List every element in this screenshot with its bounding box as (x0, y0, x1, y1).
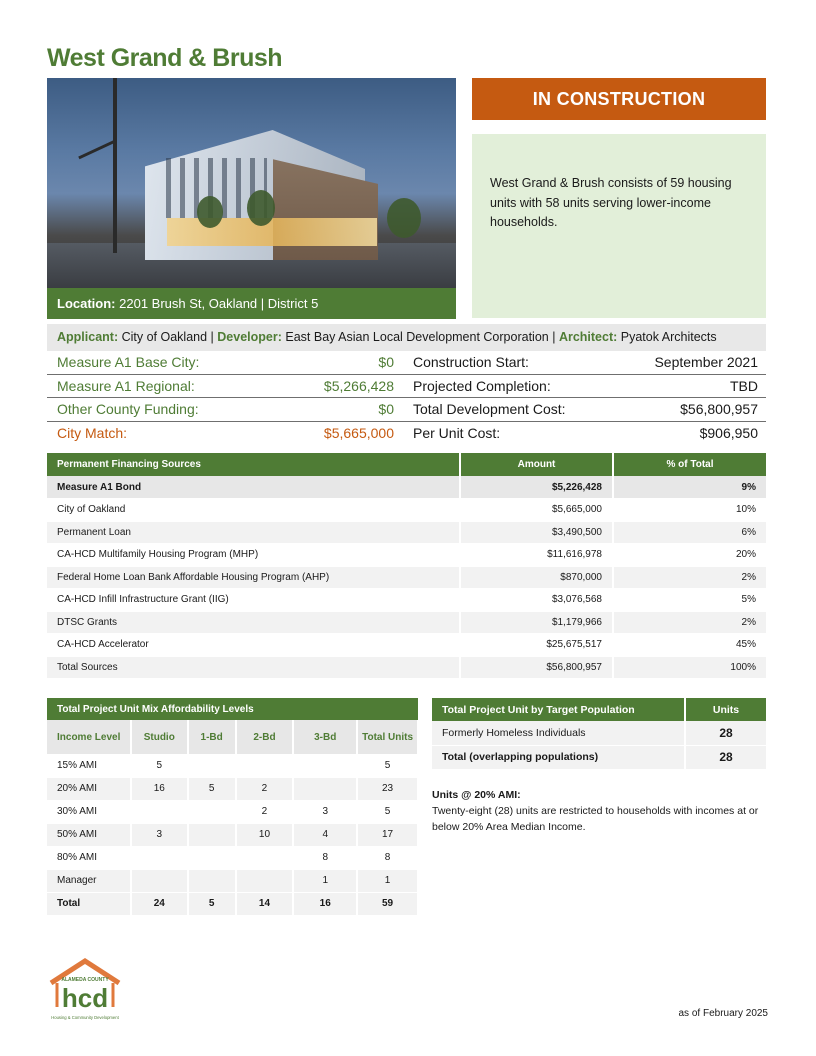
architect-label: Architect: (558, 330, 618, 344)
unit-mix-cell (293, 754, 357, 777)
financing-cell-pct: 10% (613, 499, 766, 522)
unit-mix-cell: 80% AMI (47, 846, 131, 869)
unit-mix-cell: 20% AMI (47, 777, 131, 800)
unit-mix-cell: 5 (131, 754, 188, 777)
unit-mix-cell: 3 (293, 800, 357, 823)
other-county-label: Other County Funding: (57, 401, 199, 417)
base-city-value: $0 (378, 354, 394, 370)
location-value: 2201 Brush St, Oakland | District 5 (119, 296, 319, 311)
architect-value: Pyatok Architects (620, 330, 717, 344)
logo-mark: hcd (61, 983, 109, 1013)
unit-mix-cell (188, 800, 236, 823)
separator: | (210, 330, 214, 344)
population-label: Formerly Homeless Individuals (432, 721, 685, 745)
population-label: Total (overlapping populations) (432, 745, 685, 769)
unit-mix-cell: 30% AMI (47, 800, 131, 823)
unit-mix-cell: 50% AMI (47, 823, 131, 846)
unit-mix-cell (131, 869, 188, 892)
financing-row (47, 499, 766, 522)
unit-mix-cell: 17 (357, 823, 418, 846)
financing-cell-pct: 2% (613, 611, 766, 634)
regional-label: Measure A1 Regional: (57, 377, 195, 394)
unit-mix-cell: 24 (131, 892, 188, 915)
funding-summary (47, 351, 766, 445)
financing-cell-amount: $5,665,000 (460, 499, 613, 522)
financing-cell-pct: 2% (613, 566, 766, 589)
unit-mix-cell: 16 (131, 777, 188, 800)
population-row (432, 721, 766, 745)
funding-row (47, 422, 766, 446)
financing-header-pct: % of Total (613, 453, 766, 476)
unit-mix-cell: 2 (236, 800, 294, 823)
unit-mix-cell: 23 (357, 777, 418, 800)
unit-mix-cell: Manager (47, 869, 131, 892)
population-units: 28 (685, 745, 766, 769)
unit-mix-cell: 4 (293, 823, 357, 846)
completion-label: Projected Completion: (413, 377, 551, 394)
financing-cell-amount: $56,800,957 (460, 656, 613, 679)
financing-header-amount: Amount (460, 453, 613, 476)
applicant-value: City of Oakland (121, 330, 208, 344)
tree (247, 190, 275, 226)
unit-mix-cell (236, 869, 294, 892)
storefront-glow (167, 218, 377, 246)
unit-mix-cell (293, 777, 357, 800)
financing-row (47, 566, 766, 589)
total-cost-value: $56,800,957 (680, 401, 758, 417)
regional-value: $5,266,428 (323, 377, 394, 394)
unit-mix-row (47, 800, 418, 823)
unit-mix-row (47, 892, 418, 915)
financing-cell-pct: 20% (613, 544, 766, 567)
financing-cell-amount: $3,076,568 (460, 589, 613, 612)
unit-mix-header: 1-Bd (188, 720, 236, 754)
funding-row (47, 375, 766, 399)
project-summary: West Grand & Brush consists of 59 housing units with 58 units serving lower-income households. (472, 134, 766, 318)
population-header-label: Total Project Unit by Target Population (432, 698, 685, 721)
total-cost-label: Total Development Cost: (413, 401, 566, 417)
financing-row (47, 656, 766, 679)
construction-start-value: September 2021 (654, 354, 758, 370)
unit-mix-cell: 8 (357, 846, 418, 869)
unit-mix-cell (131, 846, 188, 869)
financing-cell-amount: $1,179,966 (460, 611, 613, 634)
population-header-units: Units (685, 698, 766, 721)
status-badge: IN CONSTRUCTION (472, 78, 766, 120)
unit-mix-cell (236, 754, 294, 777)
ami-note-text: Twenty-eight (28) units are restricted to households with incomes at or below 20% Area Median Income. (432, 805, 759, 833)
unit-mix-caption: Total Project Unit Mix Affordability Levels (47, 698, 418, 720)
unit-mix-cell (188, 869, 236, 892)
unit-mix-row (47, 754, 418, 777)
developer-label: Developer: (217, 330, 282, 344)
financing-cell-source: Total Sources (47, 656, 460, 679)
financing-cell-pct: 9% (613, 476, 766, 499)
financing-row (47, 544, 766, 567)
logo-org-top: ALAMEDA COUNTY (61, 977, 109, 983)
completion-value: TBD (730, 377, 758, 394)
financing-row (47, 521, 766, 544)
other-county-value: $0 (378, 401, 394, 417)
ami-note-title: Units @ 20% AMI: (432, 789, 521, 801)
per-unit-label: Per Unit Cost: (413, 424, 501, 441)
unit-mix-row (47, 777, 418, 800)
population-row (432, 745, 766, 769)
per-unit-value: $906,950 (699, 424, 758, 441)
building-rendering-image (47, 78, 456, 288)
unit-mix-cell: 5 (188, 777, 236, 800)
unit-mix-cell: 2 (236, 777, 294, 800)
unit-mix-cell (188, 823, 236, 846)
unit-mix-header: 3-Bd (293, 720, 357, 754)
financing-cell-source: City of Oakland (47, 499, 460, 522)
page-title: West Grand & Brush (47, 44, 283, 72)
financing-cell-amount: $3,490,500 (460, 521, 613, 544)
unit-mix-cell: 16 (293, 892, 357, 915)
unit-mix-header: Studio (131, 720, 188, 754)
city-match-label: City Match: (57, 424, 128, 441)
financing-header-source: Permanent Financing Sources (47, 453, 460, 476)
unit-mix-header: Income Level (47, 720, 131, 754)
financing-cell-source: CA-HCD Accelerator (47, 634, 460, 657)
unit-mix-cell: 5 (357, 800, 418, 823)
developer-value: East Bay Asian Local Development Corporation (285, 330, 549, 344)
unit-mix-header: Total Units (357, 720, 418, 754)
logo-org-bottom: Housing & Community Development (51, 1015, 119, 1020)
unit-mix-table (47, 698, 419, 916)
financing-cell-source: CA-HCD Infill Infrastructure Grant (IIG) (47, 589, 460, 612)
financing-cell-amount: $25,675,517 (460, 634, 613, 657)
financing-cell-amount: $11,616,978 (460, 544, 613, 567)
funding-row (47, 398, 766, 422)
as-of-date: as of February 2025 (678, 1008, 768, 1019)
financing-row (47, 611, 766, 634)
base-city-label: Measure A1 Base City: (57, 354, 200, 370)
unit-mix-cell: 15% AMI (47, 754, 131, 777)
ami-note (432, 787, 766, 835)
unit-mix-row (47, 823, 418, 846)
unit-mix-cell: Total (47, 892, 131, 915)
unit-mix-cell: 14 (236, 892, 294, 915)
traffic-pole (113, 78, 117, 253)
target-population-table (432, 698, 766, 770)
separator: | (552, 330, 556, 344)
financing-cell-pct: 45% (613, 634, 766, 657)
financing-cell-source: Federal Home Loan Bank Affordable Housing Program (AHP) (47, 566, 460, 589)
unit-mix-row (47, 846, 418, 869)
unit-mix-header: 2-Bd (236, 720, 294, 754)
tree (387, 198, 421, 238)
construction-start-label: Construction Start: (413, 354, 529, 370)
population-units: 28 (685, 721, 766, 745)
unit-mix-cell: 5 (188, 892, 236, 915)
financing-cell-source: DTSC Grants (47, 611, 460, 634)
unit-mix-cell: 59 (357, 892, 418, 915)
unit-mix-cell: 8 (293, 846, 357, 869)
unit-mix-cell: 3 (131, 823, 188, 846)
unit-mix-row (47, 869, 418, 892)
financing-row (47, 589, 766, 612)
unit-mix-cell: 1 (293, 869, 357, 892)
financing-cell-source: CA-HCD Multifamily Housing Program (MHP) (47, 544, 460, 567)
location-bar (47, 288, 456, 319)
funding-row (47, 351, 766, 375)
location-label: Location: (57, 296, 116, 311)
unit-mix-cell (131, 800, 188, 823)
unit-mix-cell: 1 (357, 869, 418, 892)
traffic-arm (78, 140, 116, 160)
tree (197, 196, 223, 228)
financing-cell-pct: 100% (613, 656, 766, 679)
applicant-label: Applicant: (57, 330, 119, 344)
financing-row (47, 476, 766, 499)
unit-mix-cell: 10 (236, 823, 294, 846)
unit-mix-cell (188, 754, 236, 777)
financing-table (47, 453, 766, 679)
financing-cell-amount: $5,226,428 (460, 476, 613, 499)
unit-mix-cell (236, 846, 294, 869)
financing-row (47, 634, 766, 657)
parties-bar (47, 324, 766, 351)
financing-cell-pct: 6% (613, 521, 766, 544)
unit-mix-cell: 5 (357, 754, 418, 777)
financing-cell-source: Permanent Loan (47, 521, 460, 544)
financing-cell-source: Measure A1 Bond (47, 476, 460, 499)
financing-cell-amount: $870,000 (460, 566, 613, 589)
alameda-county-hcd-logo (47, 957, 127, 1023)
financing-cell-pct: 5% (613, 589, 766, 612)
unit-mix-cell (188, 846, 236, 869)
city-match-value: $5,665,000 (323, 424, 394, 441)
